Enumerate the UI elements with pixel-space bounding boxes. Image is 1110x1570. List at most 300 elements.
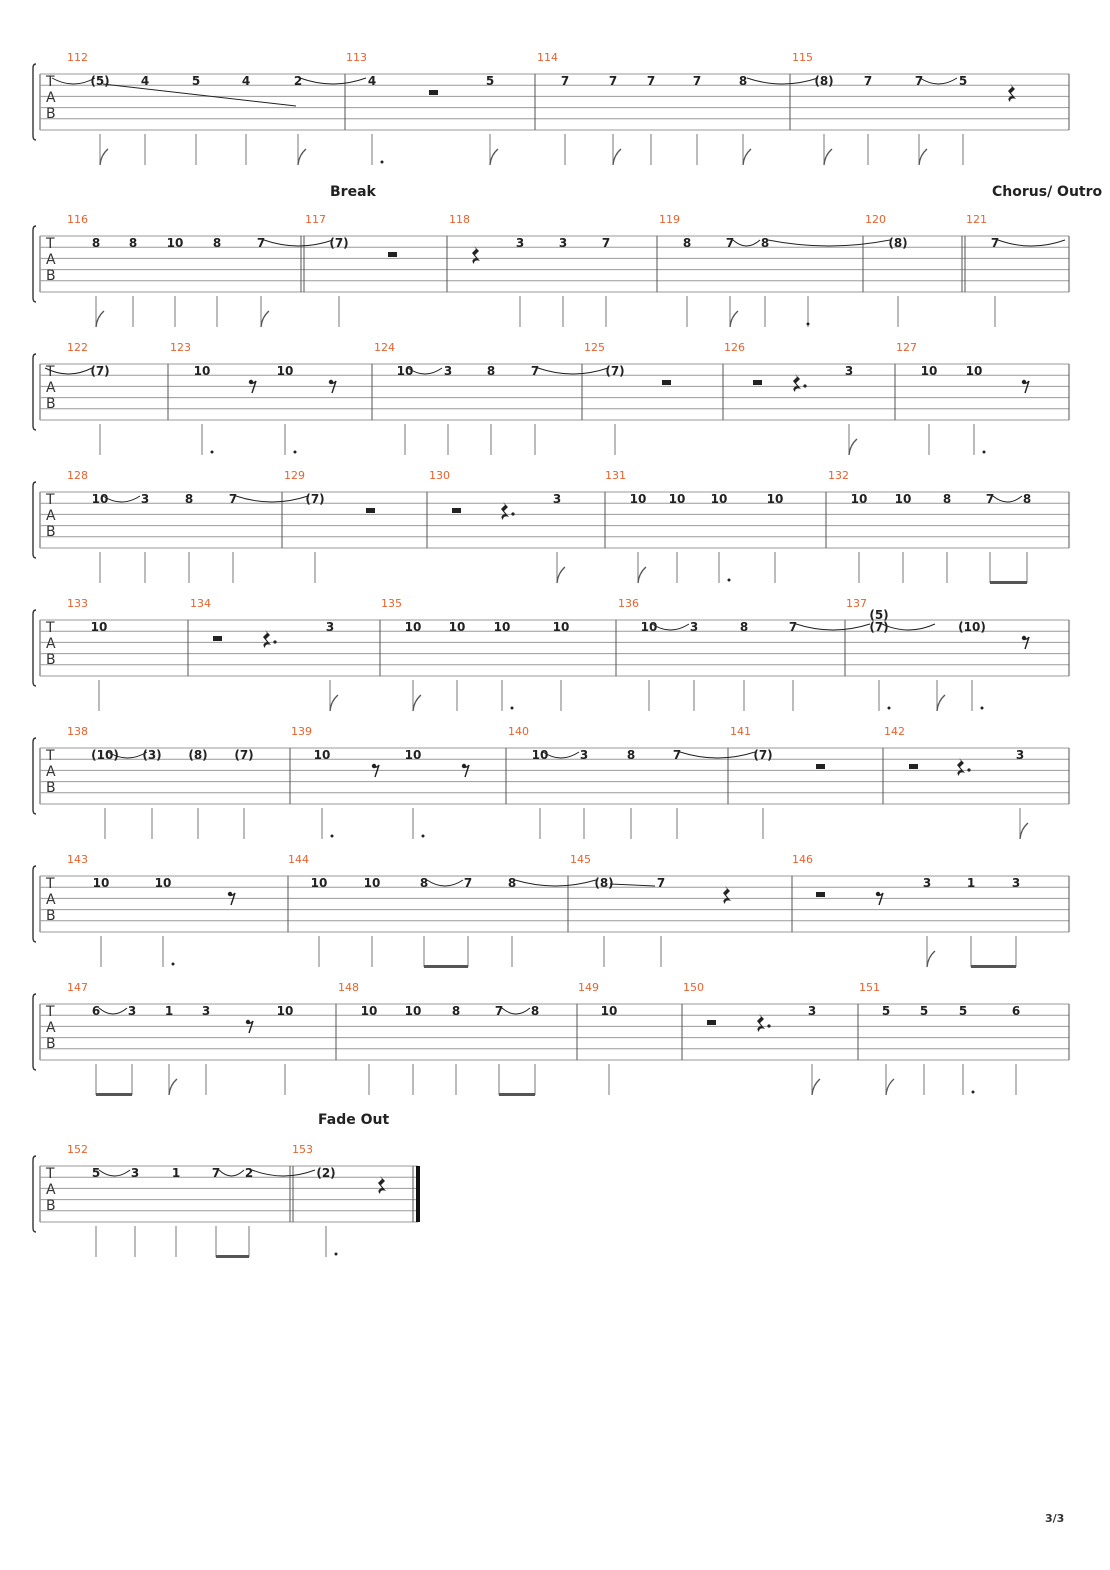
- tab-clef-letter: A: [46, 380, 56, 396]
- fret-number: 10: [360, 1004, 378, 1018]
- rest-dot: [803, 384, 806, 387]
- fret-number: 8: [739, 620, 749, 634]
- fret-number: (8): [594, 876, 614, 890]
- tab-system: [33, 51, 1069, 165]
- fret-number: 10: [276, 1004, 294, 1018]
- eighth-rest: [229, 893, 235, 905]
- measure-number: 124: [374, 341, 395, 354]
- fret-number: 10: [90, 620, 108, 634]
- fret-number: 8: [738, 74, 748, 88]
- eighth-flag: [169, 1079, 177, 1095]
- eighth-flag: [298, 149, 306, 165]
- eighth-rest: [250, 381, 256, 393]
- measure-number: 117: [305, 213, 326, 226]
- measure-number: 148: [338, 981, 359, 994]
- measure-number: 150: [683, 981, 704, 994]
- half-rest: [213, 636, 222, 641]
- fret-number: 3: [552, 492, 562, 506]
- tie-arc: [920, 78, 957, 84]
- tab-system: [33, 1143, 420, 1258]
- tab-clef-letter: A: [46, 90, 56, 106]
- fret-number: 10: [600, 1004, 618, 1018]
- fret-number: 10: [531, 748, 549, 762]
- measure-number: 114: [537, 51, 558, 64]
- tab-system: [33, 597, 1069, 711]
- measure-number: 122: [67, 341, 88, 354]
- fret-number: (8): [888, 236, 908, 250]
- measure-number: 137: [846, 597, 867, 610]
- fret-number: 10: [766, 492, 784, 506]
- tab-clef-letter: B: [46, 652, 56, 668]
- quarter-rest: [957, 758, 965, 776]
- fret-number: (7): [869, 620, 889, 634]
- tab-clef-letter: T: [46, 1004, 55, 1020]
- measure-number: 130: [429, 469, 450, 482]
- tie-arc: [99, 1008, 127, 1014]
- fret-number: 7: [560, 74, 570, 88]
- fret-number: 6: [1011, 1004, 1021, 1018]
- tab-clef-letter: A: [46, 1182, 56, 1198]
- fret-number: 10: [448, 620, 466, 634]
- tab-clef-letter: T: [46, 1166, 55, 1182]
- fret-number: 5: [958, 1004, 968, 1018]
- measure-number: 127: [896, 341, 917, 354]
- eighth-beam: [424, 965, 468, 968]
- measure-number: 116: [67, 213, 88, 226]
- system-bracket: [33, 994, 36, 1070]
- dotted-note-dot: [335, 1253, 338, 1256]
- tab-clef-letter: B: [46, 1198, 56, 1214]
- measure-number: 142: [884, 725, 905, 738]
- system-bracket: [33, 1156, 36, 1232]
- fret-number: 1: [164, 1004, 174, 1018]
- measure-number: 115: [792, 51, 813, 64]
- fret-number: 3: [325, 620, 335, 634]
- fret-number: 8: [486, 364, 496, 378]
- half-rest: [816, 892, 825, 897]
- fret-number: 5: [919, 1004, 929, 1018]
- fret-number: 8: [1022, 492, 1032, 506]
- tie-arc: [219, 1170, 244, 1176]
- tie-arc: [538, 368, 608, 374]
- quarter-rest: [378, 1176, 386, 1194]
- tab-clef-letter: T: [46, 74, 55, 90]
- system-bracket: [33, 866, 36, 942]
- tab-clef-letter: B: [46, 1036, 56, 1052]
- fret-number: 4: [140, 74, 150, 88]
- half-rest: [707, 1020, 716, 1025]
- measure-number: 133: [67, 597, 88, 610]
- fret-number: 3: [689, 620, 699, 634]
- fret-number: (7): [234, 748, 254, 762]
- fret-number: 10: [710, 492, 728, 506]
- fret-number: 10: [894, 492, 912, 506]
- eighth-flag: [1020, 823, 1028, 839]
- fret-number: 8: [507, 876, 517, 890]
- measure-number: 141: [730, 725, 751, 738]
- eighth-flag: [261, 311, 269, 327]
- fret-number: 8: [760, 236, 770, 250]
- eighth-rest: [1023, 637, 1029, 649]
- fret-number: 7: [211, 1166, 221, 1180]
- eighth-flag: [100, 149, 108, 165]
- eighth-flag: [824, 149, 832, 165]
- tab-clef-letter: B: [46, 106, 56, 122]
- system-bracket: [33, 64, 36, 140]
- tie-arc: [733, 240, 760, 246]
- fret-number: 8: [942, 492, 952, 506]
- fret-number: 7: [985, 492, 995, 506]
- dotted-note-dot: [422, 835, 425, 838]
- measure-number: 140: [508, 725, 529, 738]
- fret-number: (7): [305, 492, 325, 506]
- fret-number: 7: [608, 74, 618, 88]
- eighth-flag: [730, 311, 738, 327]
- fret-number: (7): [605, 364, 625, 378]
- fret-number: 7: [463, 876, 473, 890]
- dotted-note-dot: [294, 451, 297, 454]
- fret-number: 10: [91, 492, 109, 506]
- measure-number: 118: [449, 213, 470, 226]
- fret-number: 3: [558, 236, 568, 250]
- fret-number: 5: [958, 74, 968, 88]
- fret-number: (5): [90, 74, 110, 88]
- eighth-flag: [886, 1079, 894, 1095]
- half-rest: [753, 380, 762, 385]
- fret-number: 2: [244, 1166, 254, 1180]
- tab-system: [33, 981, 1069, 1096]
- section-label: Break: [330, 184, 376, 200]
- measure-number: 152: [67, 1143, 88, 1156]
- fret-number: (8): [188, 748, 208, 762]
- tie-arc: [882, 624, 935, 630]
- tab-clef-letter: A: [46, 636, 56, 652]
- fret-number: 4: [241, 74, 251, 88]
- fret-number: (8): [814, 74, 834, 88]
- fret-number: 7: [601, 236, 611, 250]
- eighth-flag: [812, 1079, 820, 1095]
- half-rest: [388, 252, 397, 257]
- fret-number: 10: [313, 748, 331, 762]
- tab-clef-letter: T: [46, 876, 55, 892]
- eighth-beam: [216, 1255, 249, 1258]
- fret-number: 1: [966, 876, 976, 890]
- fret-number: (3): [142, 748, 162, 762]
- fret-number: (5): [869, 608, 889, 622]
- dotted-note-dot: [728, 579, 731, 582]
- fret-number: 5: [881, 1004, 891, 1018]
- measure-number: 135: [381, 597, 402, 610]
- eighth-flag: [638, 567, 646, 583]
- fret-number: 7: [228, 492, 238, 506]
- tab-clef-letter: B: [46, 396, 56, 412]
- fret-number: 10: [193, 364, 211, 378]
- fret-number: 8: [184, 492, 194, 506]
- fret-number: 10: [404, 1004, 422, 1018]
- fret-number: 10: [493, 620, 511, 634]
- fret-number: 7: [863, 74, 873, 88]
- tab-clef-letter: T: [46, 748, 55, 764]
- tie-arc: [998, 240, 1065, 246]
- quarter-rest: [1008, 84, 1016, 102]
- fret-number: 3: [579, 748, 589, 762]
- measure-number: 120: [865, 213, 886, 226]
- fret-number: 3: [807, 1004, 817, 1018]
- fret-number: 7: [725, 236, 735, 250]
- dotted-note-dot: [172, 963, 175, 966]
- quarter-rest: [263, 630, 271, 648]
- dotted-note-dot: [888, 707, 891, 710]
- tie-arc: [99, 1170, 130, 1176]
- fret-number: (10): [958, 620, 986, 634]
- eighth-beam: [96, 1093, 132, 1096]
- half-rest: [452, 508, 461, 513]
- tie-arc: [680, 752, 755, 758]
- fret-number: 3: [201, 1004, 211, 1018]
- fret-number: 7: [788, 620, 798, 634]
- measure-number: 132: [828, 469, 849, 482]
- final-barline: [416, 1166, 420, 1222]
- measure-number: 121: [966, 213, 987, 226]
- fret-number: (10): [91, 748, 119, 762]
- measure-number: 128: [67, 469, 88, 482]
- measure-number: 119: [659, 213, 680, 226]
- eighth-flag: [927, 951, 935, 967]
- fret-number: 10: [640, 620, 658, 634]
- eighth-flag: [413, 695, 421, 711]
- tab-clef-letter: B: [46, 268, 56, 284]
- fret-number: 5: [91, 1166, 101, 1180]
- measure-number: 136: [618, 597, 639, 610]
- measure-number: 144: [288, 853, 309, 866]
- fret-number: 5: [485, 74, 495, 88]
- fret-number: (7): [329, 236, 349, 250]
- rest-dot: [967, 768, 970, 771]
- eighth-flag: [849, 439, 857, 455]
- tab-clef-letter: B: [46, 780, 56, 796]
- fret-number: 8: [212, 236, 222, 250]
- fret-number: 10: [404, 748, 422, 762]
- tab-clef-letter: A: [46, 508, 56, 524]
- tie-arc: [427, 880, 463, 886]
- fret-number: 10: [166, 236, 184, 250]
- tie-arc: [768, 240, 890, 246]
- fret-number: 5: [191, 74, 201, 88]
- fret-number: 3: [443, 364, 453, 378]
- fret-number: 7: [990, 236, 1000, 250]
- fret-number: 7: [672, 748, 682, 762]
- tie-arc: [103, 496, 140, 502]
- measure-number: 146: [792, 853, 813, 866]
- dotted-note-dot: [972, 1091, 975, 1094]
- tie-arc: [264, 240, 333, 246]
- fret-number: 10: [404, 620, 422, 634]
- tab-clef-letter: B: [46, 524, 56, 540]
- measure-number: 147: [67, 981, 88, 994]
- tab-clef-letter: A: [46, 1020, 56, 1036]
- fret-number: 7: [914, 74, 924, 88]
- measure-number: 149: [578, 981, 599, 994]
- eighth-flag: [613, 149, 621, 165]
- fret-number: 10: [310, 876, 328, 890]
- fret-number: 8: [451, 1004, 461, 1018]
- tie-arc: [515, 880, 596, 886]
- measure-number: 139: [291, 725, 312, 738]
- half-rest: [429, 90, 438, 95]
- fret-number: 8: [128, 236, 138, 250]
- fret-number: 3: [140, 492, 150, 506]
- fret-number: 3: [1015, 748, 1025, 762]
- dotted-note-dot: [331, 835, 334, 838]
- eighth-flag: [743, 149, 751, 165]
- fret-number: 10: [396, 364, 414, 378]
- dotted-note-dot: [211, 451, 214, 454]
- tab-system: [33, 213, 1069, 327]
- eighth-rest: [463, 765, 469, 777]
- fret-number: 6: [91, 1004, 101, 1018]
- eighth-flag: [330, 695, 338, 711]
- fret-number: (7): [90, 364, 110, 378]
- eighth-beam: [499, 1093, 535, 1096]
- half-rest: [366, 508, 375, 513]
- tab-clef-letter: B: [46, 908, 56, 924]
- tie-arc: [747, 78, 818, 84]
- rest-dot: [767, 1024, 770, 1027]
- measure-number: 134: [190, 597, 211, 610]
- tie-arc: [796, 624, 870, 630]
- fret-number: 3: [127, 1004, 137, 1018]
- eighth-rest: [247, 1021, 253, 1033]
- fret-number: 3: [515, 236, 525, 250]
- dotted-note-dot: [381, 161, 384, 164]
- eighth-rest: [373, 765, 379, 777]
- measure-number: 113: [346, 51, 367, 64]
- fret-number: 3: [130, 1166, 140, 1180]
- tab-clef-letter: T: [46, 492, 55, 508]
- quarter-rest: [723, 886, 731, 904]
- tie-arc: [993, 496, 1022, 502]
- measure-number: 145: [570, 853, 591, 866]
- tab-system: [33, 853, 1069, 968]
- eighth-beam: [990, 581, 1027, 584]
- tie-arc: [652, 624, 689, 630]
- measure-number: 126: [724, 341, 745, 354]
- fret-number: 10: [552, 620, 570, 634]
- tab-clef-letter: T: [46, 620, 55, 636]
- quarter-rest: [757, 1014, 765, 1032]
- rest-dot: [273, 640, 276, 643]
- fret-number: 10: [92, 876, 110, 890]
- half-rest: [909, 764, 918, 769]
- eighth-beam: [971, 965, 1016, 968]
- fret-number: 10: [850, 492, 868, 506]
- fret-number: 10: [920, 364, 938, 378]
- tab-clef-letter: A: [46, 252, 56, 268]
- fret-number: 8: [530, 1004, 540, 1018]
- fret-number: 7: [530, 364, 540, 378]
- measure-number: 112: [67, 51, 88, 64]
- tie-arc: [52, 78, 95, 84]
- fret-number: 7: [494, 1004, 504, 1018]
- dotted-note-dot: [511, 707, 514, 710]
- tab-clef-letter: A: [46, 764, 56, 780]
- dotted-note-dot: [807, 323, 810, 326]
- tie-arc: [236, 496, 308, 502]
- quarter-rest: [501, 502, 509, 520]
- system-bracket: [33, 738, 36, 814]
- page-number: 3/3: [1045, 1512, 1065, 1525]
- tie-arc: [543, 752, 579, 758]
- fret-number: 10: [629, 492, 647, 506]
- quarter-rest: [793, 374, 801, 392]
- fret-number: 3: [1011, 876, 1021, 890]
- dotted-note-dot: [983, 451, 986, 454]
- slide-line: [610, 884, 655, 886]
- tab-clef-letter: T: [46, 236, 55, 252]
- system-bracket: [33, 354, 36, 430]
- eighth-rest: [1023, 381, 1029, 393]
- section-label: Fade Out: [318, 1112, 390, 1128]
- fret-number: 10: [276, 364, 294, 378]
- measure-number: 138: [67, 725, 88, 738]
- dotted-note-dot: [981, 707, 984, 710]
- measure-number: 131: [605, 469, 626, 482]
- fret-number: 8: [626, 748, 636, 762]
- fret-number: 7: [646, 74, 656, 88]
- tie-arc: [502, 1008, 530, 1014]
- measure-number: 123: [170, 341, 191, 354]
- fret-number: 3: [922, 876, 932, 890]
- fret-number: 10: [154, 876, 172, 890]
- fret-number: 10: [965, 364, 983, 378]
- tab-clef-letter: T: [46, 364, 55, 380]
- eighth-flag: [557, 567, 565, 583]
- half-rest: [662, 380, 671, 385]
- eighth-flag: [937, 695, 945, 711]
- fret-number: (2): [316, 1166, 336, 1180]
- fret-number: 10: [668, 492, 686, 506]
- tab-system: [33, 725, 1069, 839]
- measure-number: 151: [859, 981, 880, 994]
- fret-number: 8: [91, 236, 101, 250]
- fret-number: 4: [367, 74, 377, 88]
- rest-dot: [511, 512, 514, 515]
- fret-number: 7: [692, 74, 702, 88]
- fret-number: 7: [656, 876, 666, 890]
- eighth-rest: [330, 381, 336, 393]
- system-bracket: [33, 226, 36, 302]
- eighth-flag: [490, 149, 498, 165]
- tab-system: [33, 469, 1069, 584]
- measure-number: 143: [67, 853, 88, 866]
- tie-arc: [252, 1170, 315, 1176]
- tie-arc: [300, 78, 366, 84]
- fret-number: 8: [419, 876, 429, 890]
- fret-number: 7: [256, 236, 266, 250]
- fret-number: 1: [171, 1166, 181, 1180]
- section-label: Chorus/ Outro: [992, 184, 1103, 200]
- half-rest: [816, 764, 825, 769]
- fret-number: 3: [844, 364, 854, 378]
- eighth-rest: [877, 893, 883, 905]
- tab-system: [33, 341, 1069, 455]
- eighth-flag: [96, 311, 104, 327]
- system-bracket: [33, 610, 36, 686]
- tab-clef-letter: A: [46, 892, 56, 908]
- quarter-rest: [472, 246, 480, 264]
- fret-number: 10: [363, 876, 381, 890]
- measure-number: 129: [284, 469, 305, 482]
